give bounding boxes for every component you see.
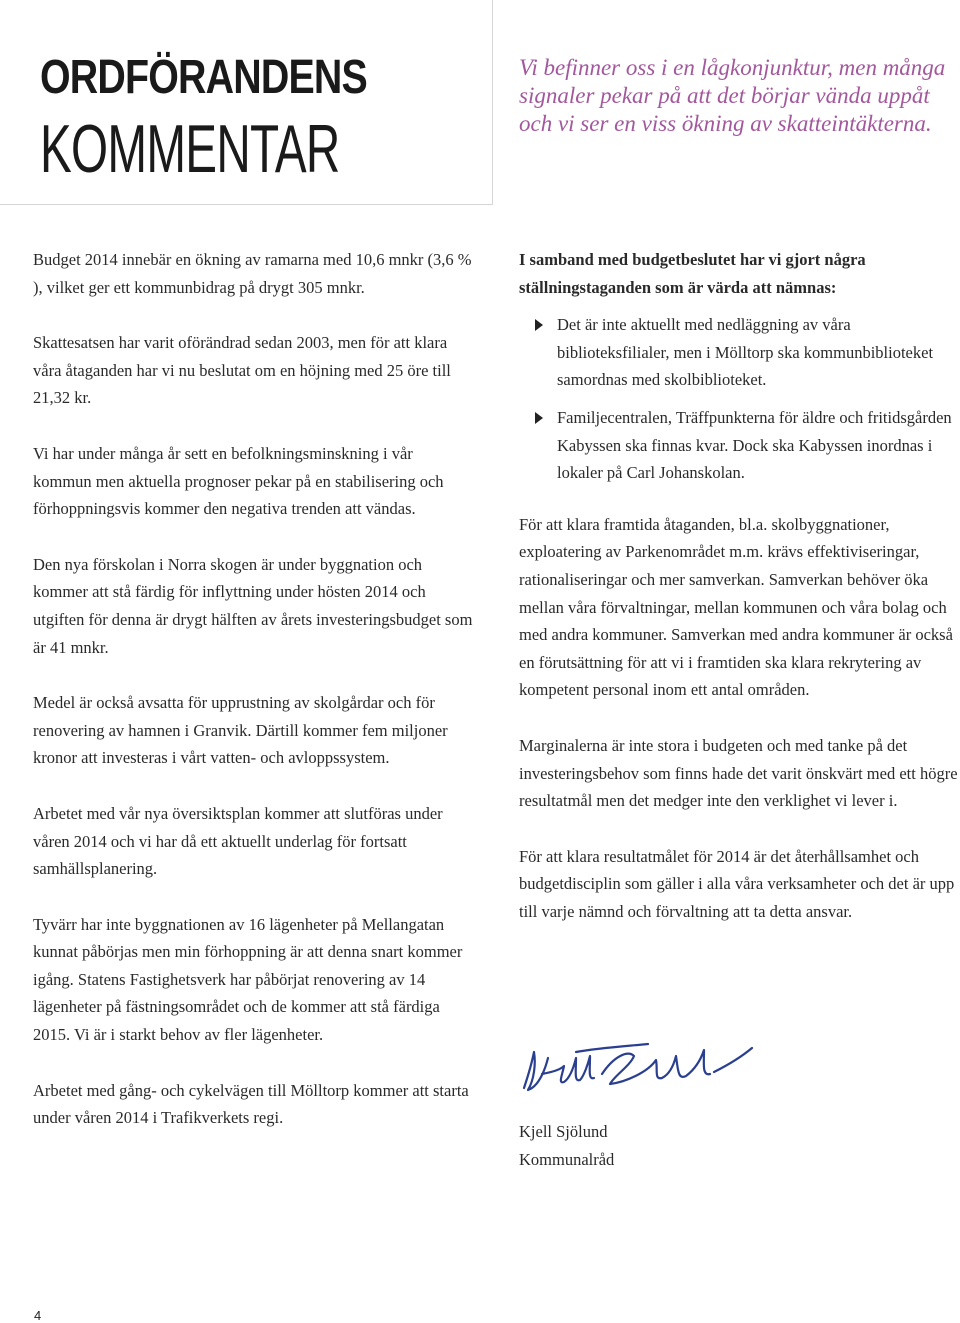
page-title-line1: ORDFÖRANDENS — [40, 51, 367, 104]
title-box — [0, 0, 493, 205]
signatory-name: Kjell Sjölund — [519, 1122, 608, 1141]
left-column — [33, 246, 473, 1160]
right-column — [519, 246, 959, 953]
bullet-list — [519, 311, 959, 487]
paragraph: Arbetet med gång- och cykelvägen till Mölltorp kommer att starta under våren 2014 i Trafikverkets regi. — [33, 1080, 469, 1128]
paragraph: Marginalerna är inte stora i budgeten och med tanke på det investeringsbehov som finns hade det varit önskvärt med ett högre resultatmål men det medger inte den verklighet vi lever i. — [519, 735, 958, 811]
paragraph: Medel är också avsatta för upprustning av skolgårdar och för renovering av hamnen i Granvik. Därtill kommer fem miljoner kronor att investeras i vårt vatten- och avloppssystem. — [33, 693, 448, 768]
lead-paragraph: I samband med budgetbeslutet har vi gjort några ställningstaganden som är värda att nämnas: — [519, 250, 866, 297]
bullet-text: Familjecentralen, Träffpunkterna för äldre och fritidsgården Kabyssen ska finnas kvar. Dock ska Kabyssen inordnas i lokaler på Carl Johanskolan. — [557, 407, 952, 483]
paragraph: Vi har under många år sett en befolkningsminskning i vår kommun men aktuella prognoser pekar på en stabilisering och förhoppningsvis kommer den negativa trenden att vändas. — [33, 443, 444, 519]
bullet-item — [519, 404, 959, 487]
signatory-role: Kommunalråd — [519, 1149, 615, 1169]
paragraph: Den nya förskolan i Norra skogen är under byggnation och kommer att stå färdig för inflyttning under hösten 2014 och utgiften för denna är drygt hälften av årets investeringsbudget som är 41 mnkr. — [33, 554, 473, 657]
paragraph: För att klara resultatmålet för 2014 är det återhållsamhet och budgetdisciplin som gäller i alla våra verksamheter och det är upp till varje nämnd och förvaltning att ta detta ansvar. — [519, 846, 955, 921]
page-number: 4 — [34, 1308, 42, 1323]
paragraph: Skattesatsen har varit oförändrad sedan 2003, men för att klara våra åtaganden har vi nu beslutat om en höjning med 25 öre till 21,32 kr. — [33, 333, 451, 408]
handwritten-signature — [518, 1036, 758, 1098]
paragraph: Budget 2014 innebär en ökning av ramarna med 10,6 mnkr (3,6 % ), vilket ger ett kommunbidrag på drygt 305 mnkr. — [33, 250, 472, 297]
signature-block — [519, 1118, 614, 1173]
paragraph: Arbetet med vår nya översiktsplan kommer att slutföras under våren 2014 och vi har då ett aktuellt underlag för fortsatt samhällsplanering. — [33, 803, 443, 879]
triangle-bullet-icon — [535, 412, 543, 424]
page-title-line2: KOMMENTAR — [40, 111, 340, 187]
bullet-item — [519, 311, 959, 394]
paragraph: För att klara framtida åtaganden, bl.a. skolbyggnationer, exploatering av Parkenområdet m.m. krävs effektiviseringar, rationaliseringar och mer samverkan. Samverkan behöver öka mellan våra förvaltningar, mellan kommunen och våra bolag och med andra kommuner. Samverkan med andra kommuner är också en förutsättning för att vi i framtiden ska klara rekrytering av kompetent personal inom ett antal områden. — [519, 514, 953, 700]
paragraph: Tyvärr har inte byggnationen av 16 lägenheter på Mellangatan kunnat påbörjas men min förhoppning är att denna snart kommer igång. Statens Fastighetsverk har påbörjat renovering av 14 lägenheter på fästningsområdet och de kommer att stå färdiga 2015. Vi är i starkt behov av fler lägenheter. — [33, 914, 463, 1045]
bullet-text: Det är inte aktuellt med nedläggning av våra biblioteksfilialer, men i Mölltorp ska kommunbiblioteket samordnas med skolbiblioteket. — [557, 315, 934, 390]
pull-quote: Vi befinner oss i en lågkonjunktur, men många signaler pekar på att det börjar vända uppåt och vi ser en viss ökning av skatteintäkterna. — [519, 55, 946, 136]
triangle-bullet-icon — [535, 319, 543, 331]
